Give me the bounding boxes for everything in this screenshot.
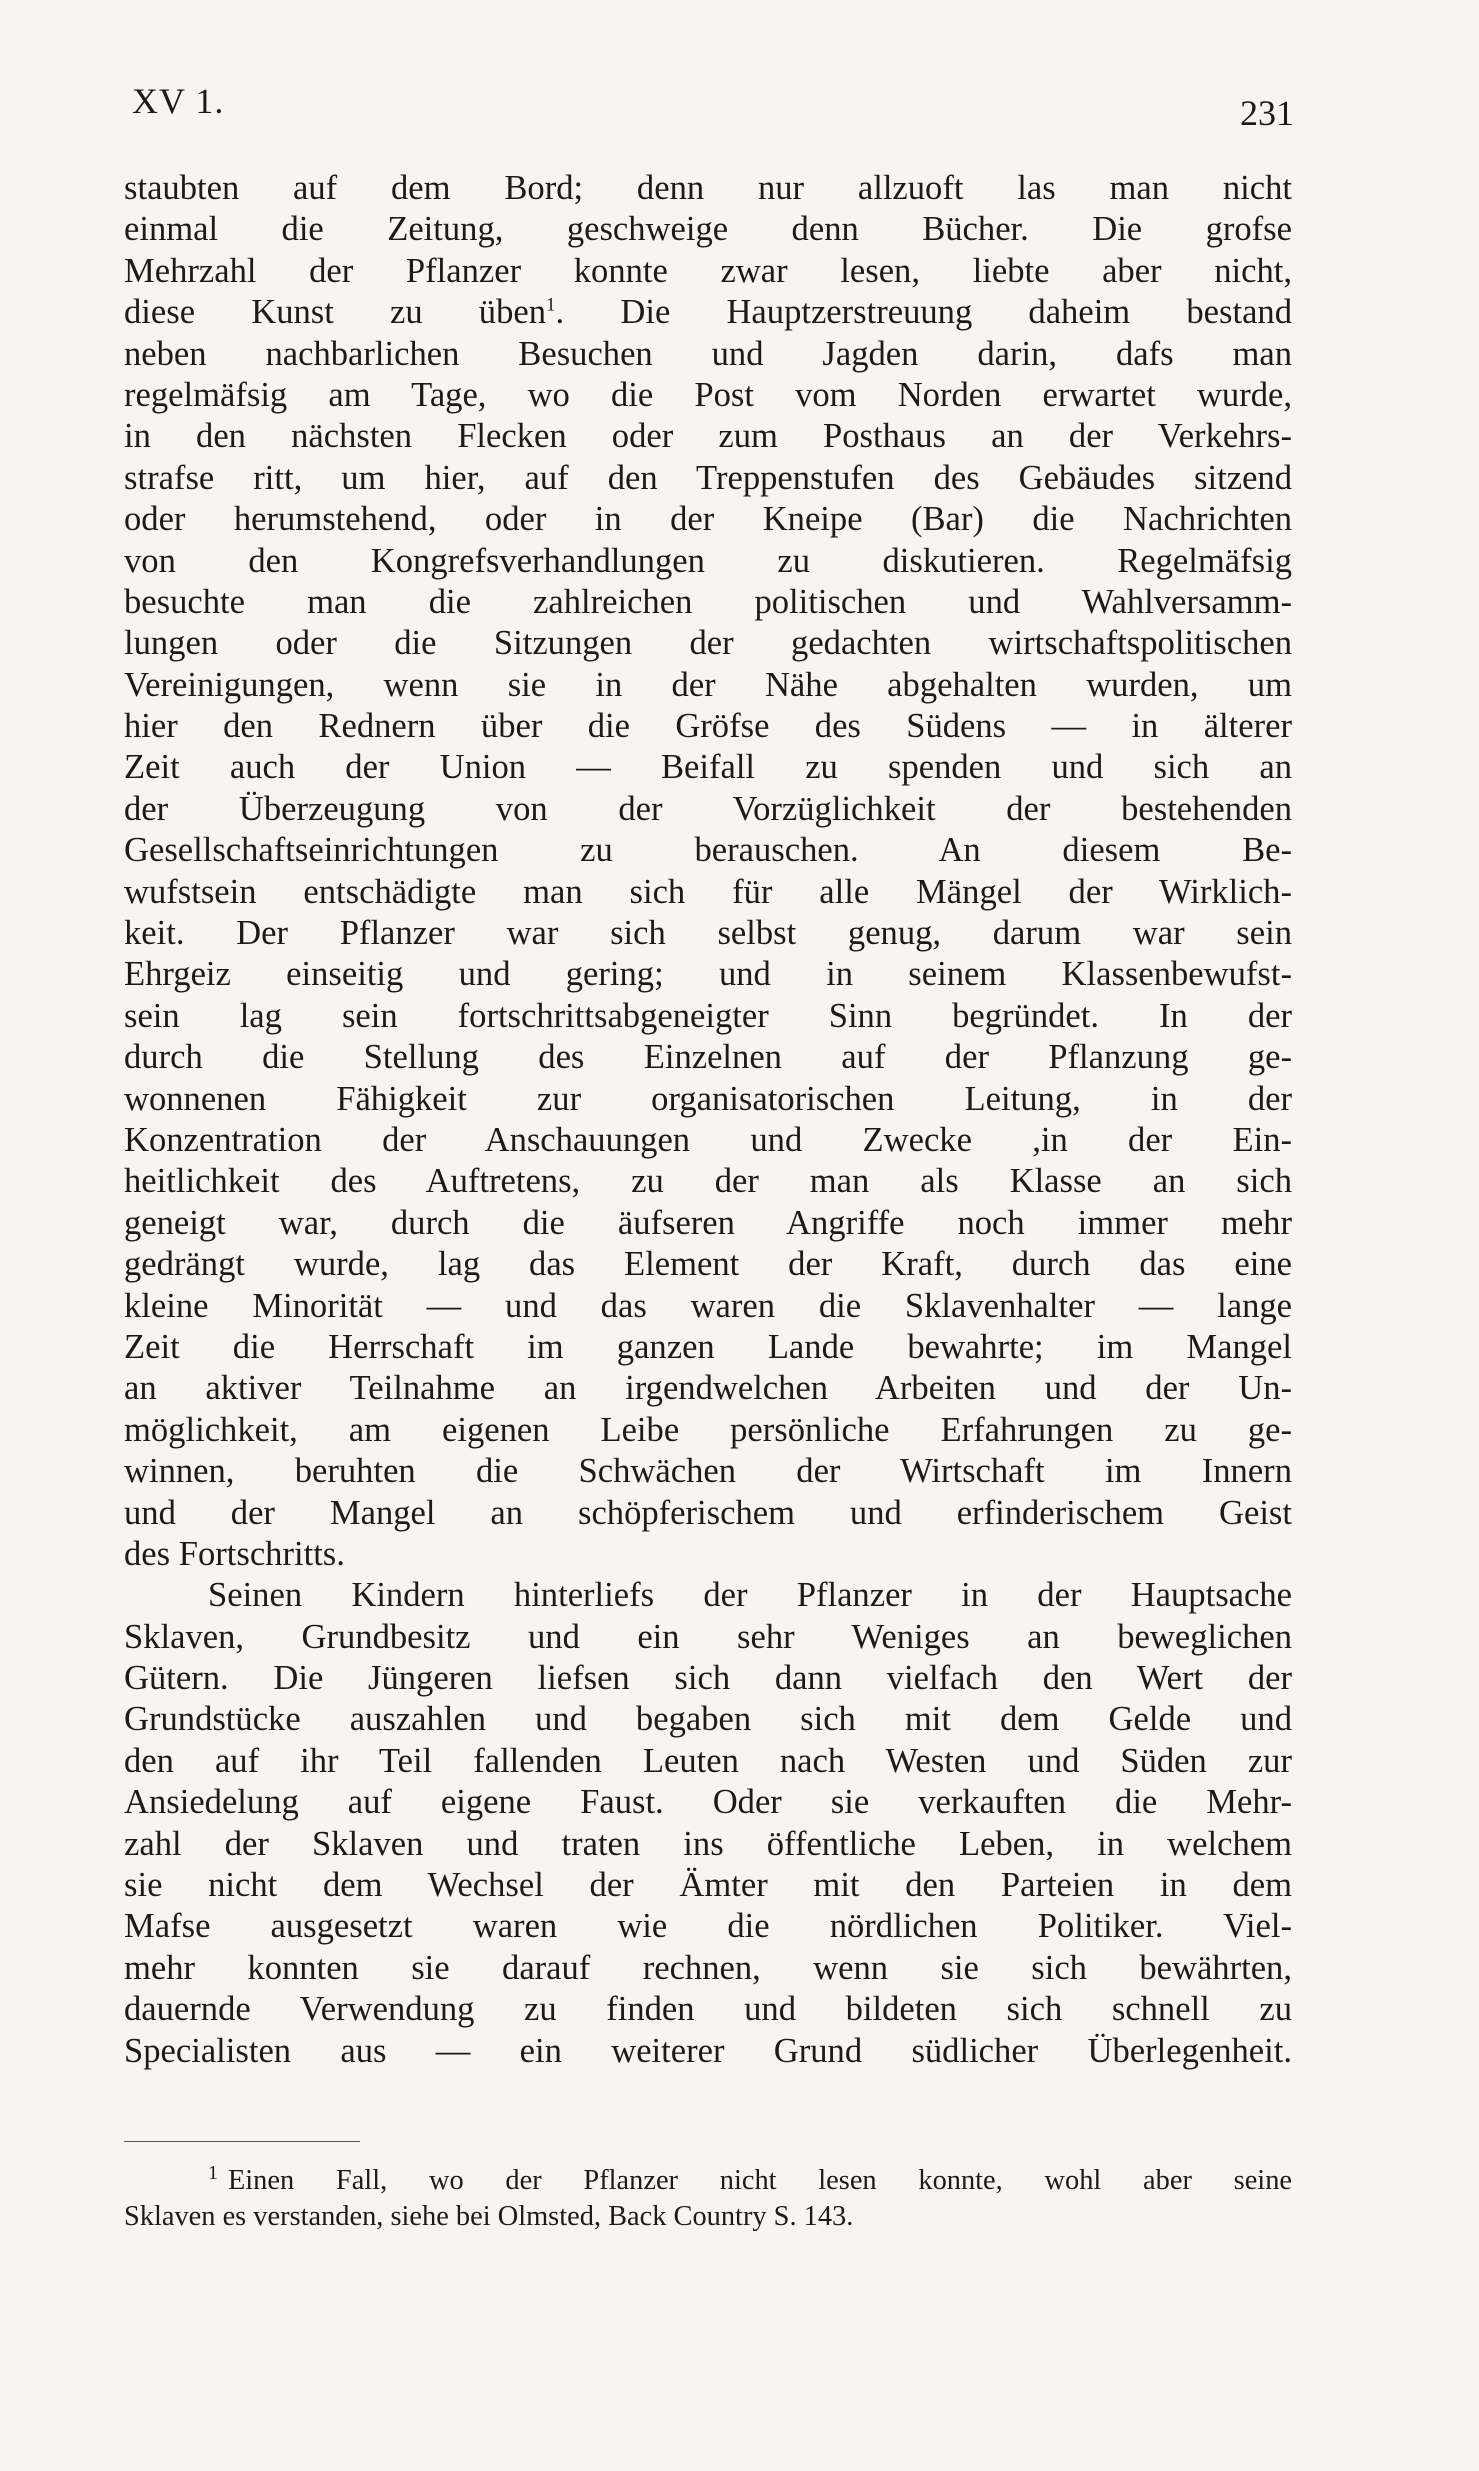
text-line: sein lag sein fortschrittsabgeneigter Sinn begründet. In der <box>124 996 1292 1035</box>
text-line: winnen, beruhten die Schwächen der Wirtschaft im Innern <box>124 1452 1292 1491</box>
text-line: möglichkeit, am eigenen Leibe persönliche Erfahrungen zu ge- <box>124 1410 1292 1449</box>
text-line: oder herumstehend, oder in der Kneipe (Bar) die Nachrichten <box>124 500 1292 539</box>
text-line: Gütern. Die Jüngeren liefsen sich dann vielfach den Wert der <box>124 1659 1292 1698</box>
text-line: regelmäfsig am Tage, wo die Post vom Norden erwartet wurde, <box>124 375 1292 414</box>
running-header <box>132 80 1294 140</box>
text-line: durch die Stellung des Einzelnen auf der Pflanzung ge- <box>124 1038 1292 1077</box>
section-label: XV 1. <box>132 81 225 121</box>
page-number: 231 <box>1240 93 1294 133</box>
text-line: Zeit die Herrschaft im ganzen Lande bewahrte; im Mangel <box>124 1327 1292 1366</box>
text-line: Grundstücke auszahlen und begaben sich mit dem Gelde und <box>124 1700 1292 1739</box>
text-line: lungen oder die Sitzungen der gedachten wirtschaftspolitischen <box>124 624 1292 663</box>
text-line: keit. Der Pflanzer war sich selbst genug, darum war sein <box>124 914 1292 953</box>
text-line: staubten auf dem Bord; denn nur allzuoft las man nicht <box>124 169 1292 207</box>
text-line: und der Mangel an schöpferischem und erfinderischem Geist <box>124 1493 1292 1532</box>
footnote-line <box>124 2163 1292 2199</box>
text-line: von den Kongrefsverhandlungen zu diskutieren. Regelmäfsig <box>124 541 1292 580</box>
text-line: sie nicht dem Wechsel der Ämter mit den Parteien in dem <box>124 1866 1292 1905</box>
footnote-mark: 1 <box>208 2161 218 2184</box>
text-line: einmal die Zeitung, geschweige denn Bücher. Die grofse <box>124 210 1292 249</box>
text-line: Sklaven, Grundbesitz und ein sehr Weniges an beweglichen <box>124 1617 1292 1656</box>
text-line: wufstsein entschädigte man sich für alle Mängel der Wirklich- <box>124 872 1292 911</box>
text-fragment: diese Kunst zu üben <box>124 293 547 332</box>
text-line: dauernde Verwendung zu finden und bildeten sich schnell zu <box>124 1990 1292 2029</box>
text-line: an aktiver Teilnahme an irgendwelchen Arbeiten und der Un- <box>124 1369 1292 1408</box>
text-line: Mehrzahl der Pflanzer konnte zwar lesen, liebte aber nicht, <box>124 251 1292 290</box>
paragraph-start-line: Seinen Kindern hinterliefs der Pflanzer in der Hauptsache <box>208 1576 1292 1615</box>
footnote-line: Sklaven es verstanden, siehe bei Olmsted, Back Country S. 143. <box>124 2201 854 2232</box>
text-line: zahl der Sklaven und traten ins öffentliche Leben, in welchem <box>124 1824 1292 1863</box>
text-line: Gesellschaftseinrichtungen zu berauschen. An diesem Be- <box>124 831 1292 870</box>
footnotes <box>124 2163 1292 2235</box>
footnote-divider <box>124 2141 360 2142</box>
text-line-with-footnote <box>124 292 1292 333</box>
text-line: neben nachbarlichen Besuchen und Jagden darin, dafs man <box>124 334 1292 373</box>
text-line: mehr konnten sie darauf rechnen, wenn sie sich bewährten, <box>124 1948 1292 1987</box>
text-line: Vereinigungen, wenn sie in der Nähe abgehalten wurden, um <box>124 665 1292 704</box>
text-line: besuchte man die zahlreichen politischen und Wahlversamm- <box>124 582 1292 621</box>
text-line: Zeit auch der Union — Beifall zu spenden und sich an <box>124 748 1292 787</box>
body-text <box>124 168 1292 2072</box>
footnote-text: Einen Fall, wo der Pflanzer nicht lesen konnte, wohl aber seine <box>227 2165 1292 2196</box>
text-line: wonnenen Fähigkeit zur organisatorischen Leitung, in der <box>124 1079 1292 1118</box>
text-line: in den nächsten Flecken oder zum Posthaus an der Verkehrs- <box>124 417 1292 456</box>
text-line: geneigt war, durch die äufseren Angriffe noch immer mehr <box>124 1203 1292 1242</box>
text-line: Specialisten aus — ein weiterer Grund südlicher Überlegenheit. <box>124 2031 1292 2070</box>
text-line: gedrängt wurde, lag das Element der Kraft, durch das eine <box>124 1245 1292 1284</box>
text-line: den auf ihr Teil fallenden Leuten nach Westen und Süden zur <box>124 1741 1292 1780</box>
text-line: Konzentration der Anschauungen und Zwecke ,in der Ein- <box>124 1120 1292 1159</box>
text-line: strafse ritt, um hier, auf den Treppenstufen des Gebäudes sitzend <box>124 458 1292 497</box>
text-line: hier den Rednern über die Gröfse des Südens — in älterer <box>124 707 1292 746</box>
text-fragment: . Die Hauptzerstreuung daheim bestand <box>555 293 1292 332</box>
text-line: Ansiedelung auf eigene Faust. Oder sie verkauften die Mehr- <box>124 1783 1292 1822</box>
text-line: kleine Minorität — und das waren die Sklavenhalter — lange <box>124 1286 1292 1325</box>
text-line: heitlichkeit des Auftretens, zu der man als Klasse an sich <box>124 1162 1292 1201</box>
text-line: der Überzeugung von der Vorzüglichkeit der bestehenden <box>124 789 1292 828</box>
footnote-reference[interactable]: 1 <box>546 294 556 316</box>
text-line: Mafse ausgesetzt waren wie die nördlichen Politiker. Viel- <box>124 1907 1292 1946</box>
paragraph-end-line: des Fortschritts. <box>124 1534 345 1573</box>
text-line: Ehrgeiz einseitig und gering; und in seinem Klassenbewufst- <box>124 955 1292 994</box>
